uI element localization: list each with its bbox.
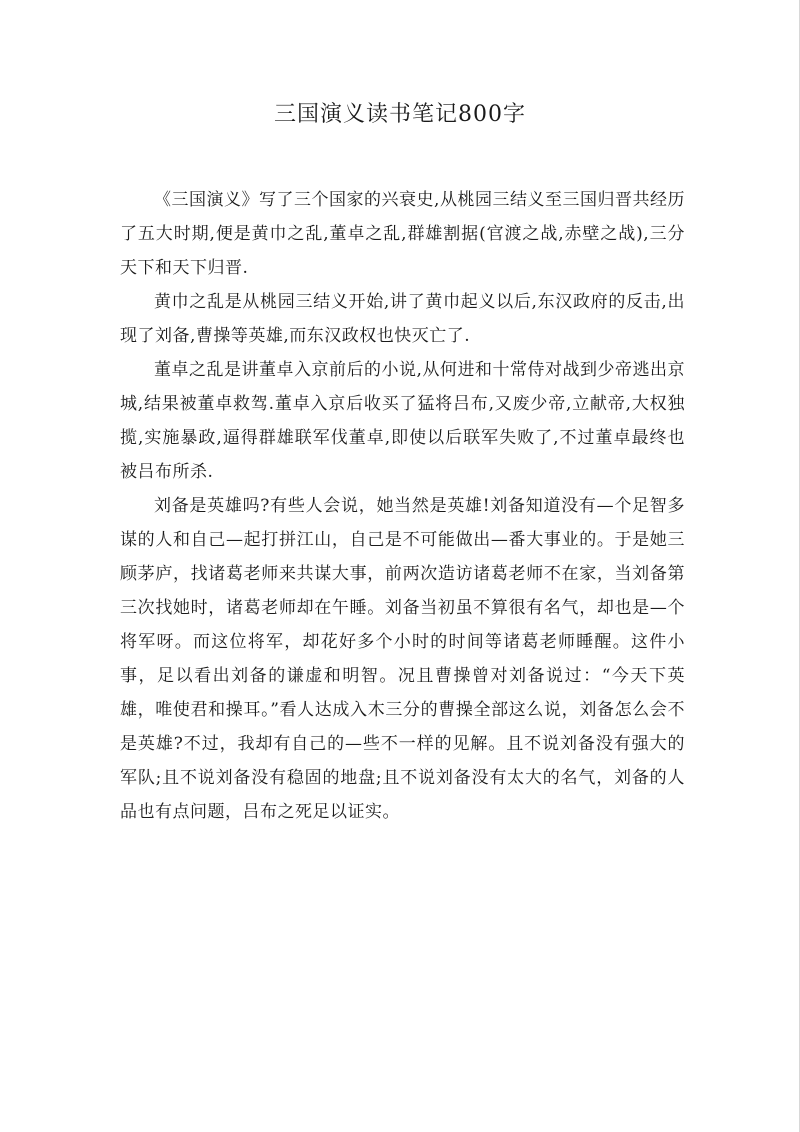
paragraph-3: 董卓之乱是讲董卓入京前后的小说,从何进和十常侍对战到少帝逃出京城,结果被董卓救驾.董卓入京后收买了猛将吕布,又废少帝,立献帝,大权独揽,实施暴政,逼得群雄联军伐董卓,即使以后联军失败了,不过董卓最终也被吕布所杀. [120,360,685,482]
paragraph-2: 黄巾之乱是从桃园三结义开始,讲了黄巾起义以后,东汉政府的反击,出现了刘备,曹操等英雄,而东汉政权也快灭亡了. [120,292,685,346]
paragraph-4: 刘备是英雄吗?有些人会说，她当然是英雄!刘备知道没有—个足智多谋的人和自己—起打拼江山，自己是不可能做出—番大事业的。于是她三顾茅庐，找诸葛老师来共谋大事，前两次造访诸葛老师不在家，当刘备第三次找她时，诸葛老师却在午睡。刘备当初虽不算很有名气，却也是—个将军呀。而这位将军，却花好多个小时的时间等诸葛老师睡醒。这件小事，足以看出刘备的谦虚和明智。况且曹操曾对刘备说过：“今天下英雄，唯使君和操耳。”看人达成入木三分的曹操全部这么说，刘备怎么会不是英雄?不过，我却有自己的—些不一样的见解。且不说刘备没有强大的军队;且不说刘备没有稳固的地盘;且不说刘备没有太大的名气，刘备的人品也有点问题，吕布之死足以证实。 [120,496,685,822]
paragraph-1: 《三国演义》写了三个国家的兴衰史,从桃园三结义至三国归晋共经历了五大时期,便是黄巾之乱,董卓之乱,群雄割据(官渡之战,赤壁之战),三分天下和天下归晋. [120,190,685,278]
document-title: 三国演义读书笔记800字 [274,102,526,127]
document-body [120,183,685,829]
